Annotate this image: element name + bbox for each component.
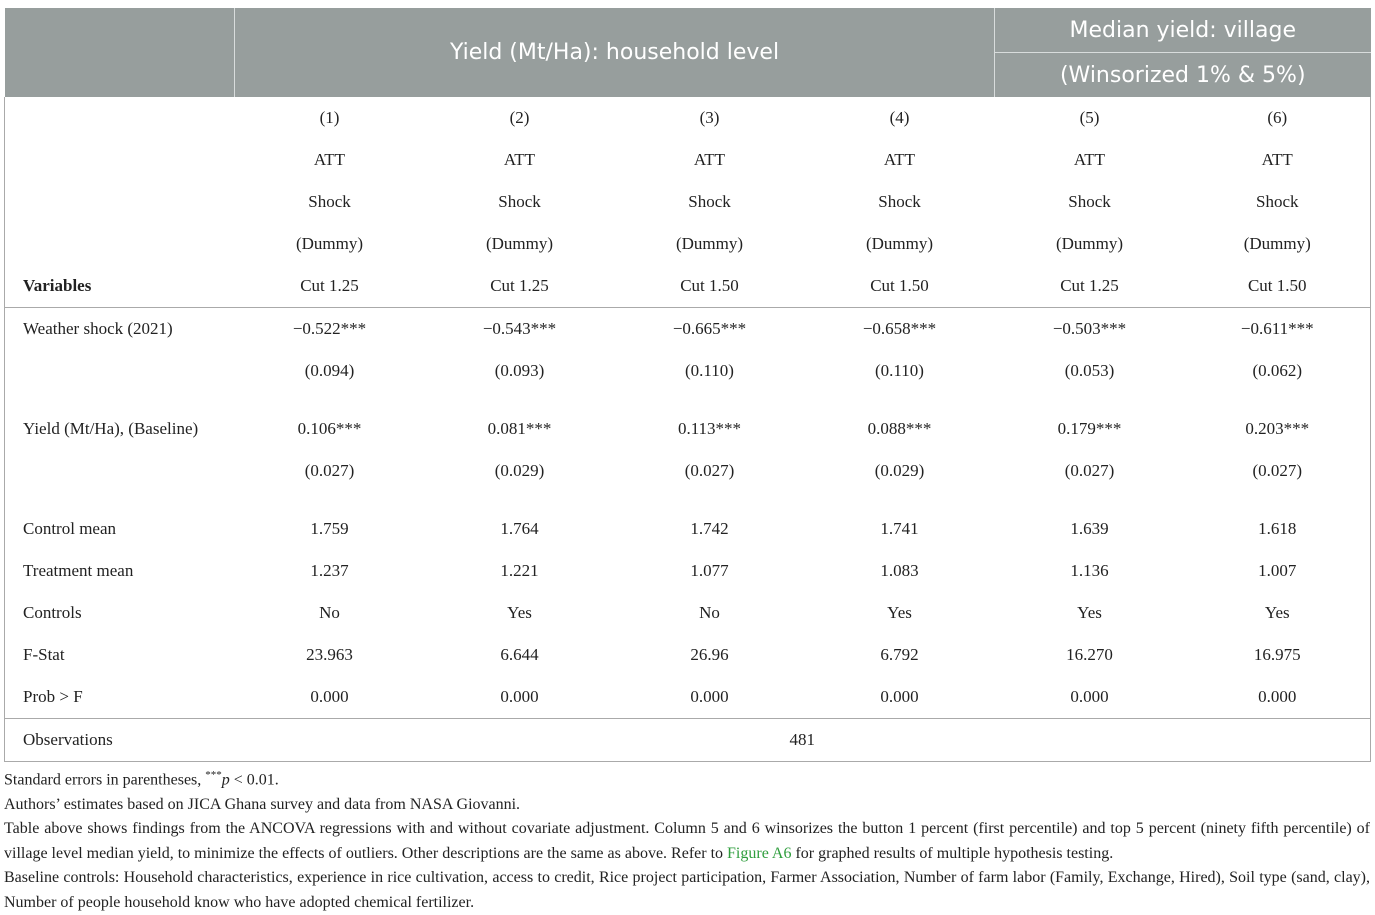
value-cell: Yes [1077, 603, 1102, 622]
column-shock: Shock [498, 192, 541, 211]
controls-row [5, 592, 1371, 634]
baseline-yield-se-row [5, 450, 1371, 492]
row-label: Controls [23, 603, 82, 622]
header-blank-cell [5, 8, 235, 97]
value-cell: Yes [507, 603, 532, 622]
column-number-row [5, 97, 1371, 139]
value-cell: 1.759 [310, 519, 349, 538]
value-cell: No [699, 603, 720, 622]
column-cut: Cut 1.25 [995, 265, 1185, 308]
value-cell: 0.000 [995, 676, 1185, 719]
header-village-level: Median yield: village [995, 8, 1371, 53]
weather-shock-se-row [5, 350, 1371, 392]
observations-value: 481 [235, 719, 1371, 762]
column-dummy: (Dummy) [295, 234, 364, 253]
value-cell: 1.237 [310, 561, 349, 580]
se-cell: (0.029) [874, 461, 925, 480]
coef-cell: −0.503*** [1052, 319, 1127, 338]
se-cell: (0.110) [875, 361, 924, 380]
se-cell: (0.093) [494, 361, 545, 380]
column-number: (1) [319, 108, 340, 127]
coef-cell: 0.203*** [1245, 419, 1310, 438]
note-source: Authors’ estimates based on JICA Ghana survey and data from NASA Giovanni. [4, 795, 521, 813]
coef-cell: 0.088*** [867, 419, 932, 438]
column-att: ATT [1073, 150, 1106, 169]
figure-a6-link[interactable]: Figure A6 [727, 844, 792, 862]
column-shock: Shock [1256, 192, 1299, 211]
value-cell: 1.221 [500, 561, 539, 580]
row-label: F-Stat [23, 645, 65, 664]
value-cell: Yes [1264, 603, 1290, 622]
column-dummy: (Dummy) [865, 234, 934, 253]
column-number: (5) [1079, 108, 1100, 127]
column-shock: Shock [308, 192, 351, 211]
value-cell: 1.077 [690, 561, 729, 580]
value-cell: 0.000 [615, 676, 805, 719]
column-number: (6) [1267, 108, 1288, 127]
baseline-yield-row [5, 408, 1371, 450]
column-number: (4) [889, 108, 910, 127]
value-cell: No [319, 603, 340, 622]
value-cell: 1.639 [1070, 519, 1109, 538]
value-cell: Yes [887, 603, 912, 622]
fstat-row [5, 634, 1371, 676]
table-notes [4, 763, 1370, 915]
value-cell: 1.742 [690, 519, 729, 538]
variables-label: Variables [5, 265, 235, 308]
value-cell: 26.96 [690, 645, 729, 664]
coef-cell: −0.658*** [862, 319, 937, 338]
se-cell: (0.094) [304, 361, 355, 380]
row-label: Observations [5, 719, 235, 762]
column-cut: Cut 1.25 [425, 265, 615, 308]
se-cell: (0.110) [685, 361, 734, 380]
column-att: ATT [503, 150, 536, 169]
value-cell: 1.618 [1258, 519, 1297, 538]
table-body [5, 97, 1371, 762]
column-att: ATT [883, 150, 916, 169]
value-cell: 0.000 [805, 676, 995, 719]
regression-table [4, 8, 1371, 762]
coef-cell: 0.113*** [677, 419, 742, 438]
column-dummy: (Dummy) [1055, 234, 1124, 253]
column-dummy-row [5, 223, 1371, 265]
value-cell: 6.644 [500, 645, 539, 664]
column-shock: Shock [1068, 192, 1111, 211]
table-header [5, 8, 1371, 97]
column-shock-row [5, 181, 1371, 223]
row-label: Control mean [23, 519, 117, 538]
coef-cell: 0.106*** [297, 419, 362, 438]
column-att: ATT [693, 150, 726, 169]
row-label: Treatment mean [23, 561, 134, 580]
row-label: Weather shock (2021) [23, 319, 173, 338]
value-cell: 23.963 [306, 645, 353, 664]
value-cell: 1.007 [1258, 561, 1297, 580]
coef-cell: −0.611*** [1240, 319, 1314, 338]
se-cell: (0.062) [1252, 361, 1303, 380]
coef-cell: 0.081*** [487, 419, 552, 438]
note-baseline-controls: Baseline controls: Household characteristics, experience in rice cultivation, access to credit, Rice project participation, Farmer Association, Number of farm labor (Family, Exchange, Hired), Soil type (sand, clay), Number of people household know who have adopted chemical fertilizer. [4, 869, 1370, 911]
column-cut: Cut 1.50 [615, 265, 805, 308]
coef-cell: −0.522*** [292, 319, 367, 338]
column-att: ATT [313, 150, 346, 169]
column-dummy: (Dummy) [1243, 234, 1311, 253]
value-cell: 1.136 [1070, 561, 1109, 580]
row-label: Prob > F [5, 676, 235, 719]
coef-cell: −0.543*** [482, 319, 557, 338]
column-att-row [5, 139, 1371, 181]
value-cell: 0.000 [235, 676, 425, 719]
row-label: Yield (Mt/Ha), (Baseline) [23, 419, 199, 438]
header-winsorized: (Winsorized 1% & 5%) [995, 53, 1371, 98]
se-cell: (0.053) [1064, 361, 1115, 380]
column-number: (3) [699, 108, 720, 127]
se-cell: (0.027) [304, 461, 355, 480]
probf-row [5, 676, 1371, 719]
column-att: ATT [1261, 150, 1293, 169]
value-cell: 16.975 [1253, 645, 1301, 664]
header-household-level: Yield (Mt/Ha): household level [235, 8, 995, 97]
coef-cell: −0.665*** [672, 319, 747, 338]
column-cut-row [5, 265, 1371, 308]
value-cell: 1.083 [880, 561, 919, 580]
regression-table-container [4, 8, 1370, 762]
observations-row [5, 719, 1371, 762]
column-cut: Cut 1.25 [235, 265, 425, 308]
column-dummy: (Dummy) [485, 234, 554, 253]
column-number: (2) [509, 108, 530, 127]
treatment-mean-row [5, 550, 1371, 592]
column-shock: Shock [878, 192, 921, 211]
note-standard-errors: Standard errors in parentheses, ***p < 0.01. [4, 769, 279, 789]
value-cell: 1.764 [500, 519, 539, 538]
weather-shock-row [5, 308, 1371, 351]
column-cut: Cut 1.50 [1185, 265, 1371, 308]
control-mean-row [5, 508, 1371, 550]
se-cell: (0.027) [1252, 461, 1303, 480]
column-shock: Shock [688, 192, 731, 211]
se-cell: (0.029) [494, 461, 545, 480]
coef-cell: 0.179*** [1057, 419, 1122, 438]
value-cell: 1.741 [880, 519, 919, 538]
value-cell: 0.000 [425, 676, 615, 719]
value-cell: 0.000 [1185, 676, 1371, 719]
column-cut: Cut 1.50 [805, 265, 995, 308]
se-cell: (0.027) [1064, 461, 1115, 480]
value-cell: 6.792 [880, 645, 919, 664]
se-cell: (0.027) [684, 461, 735, 480]
column-dummy: (Dummy) [675, 234, 744, 253]
value-cell: 16.270 [1066, 645, 1113, 664]
note-description: Table above shows findings from the ANCOVA regressions with and without covariate adjustment. Column 5 and 6 winsorizes the button 1 percent (first percentile) and top 5 percent (ninety fifth percentile) of village level median yield, to minimize the effects of outliers. Other descriptions are the same as above. Refer to Figure A6 for graphed results of multiple hypothesis testing. [4, 820, 1370, 862]
